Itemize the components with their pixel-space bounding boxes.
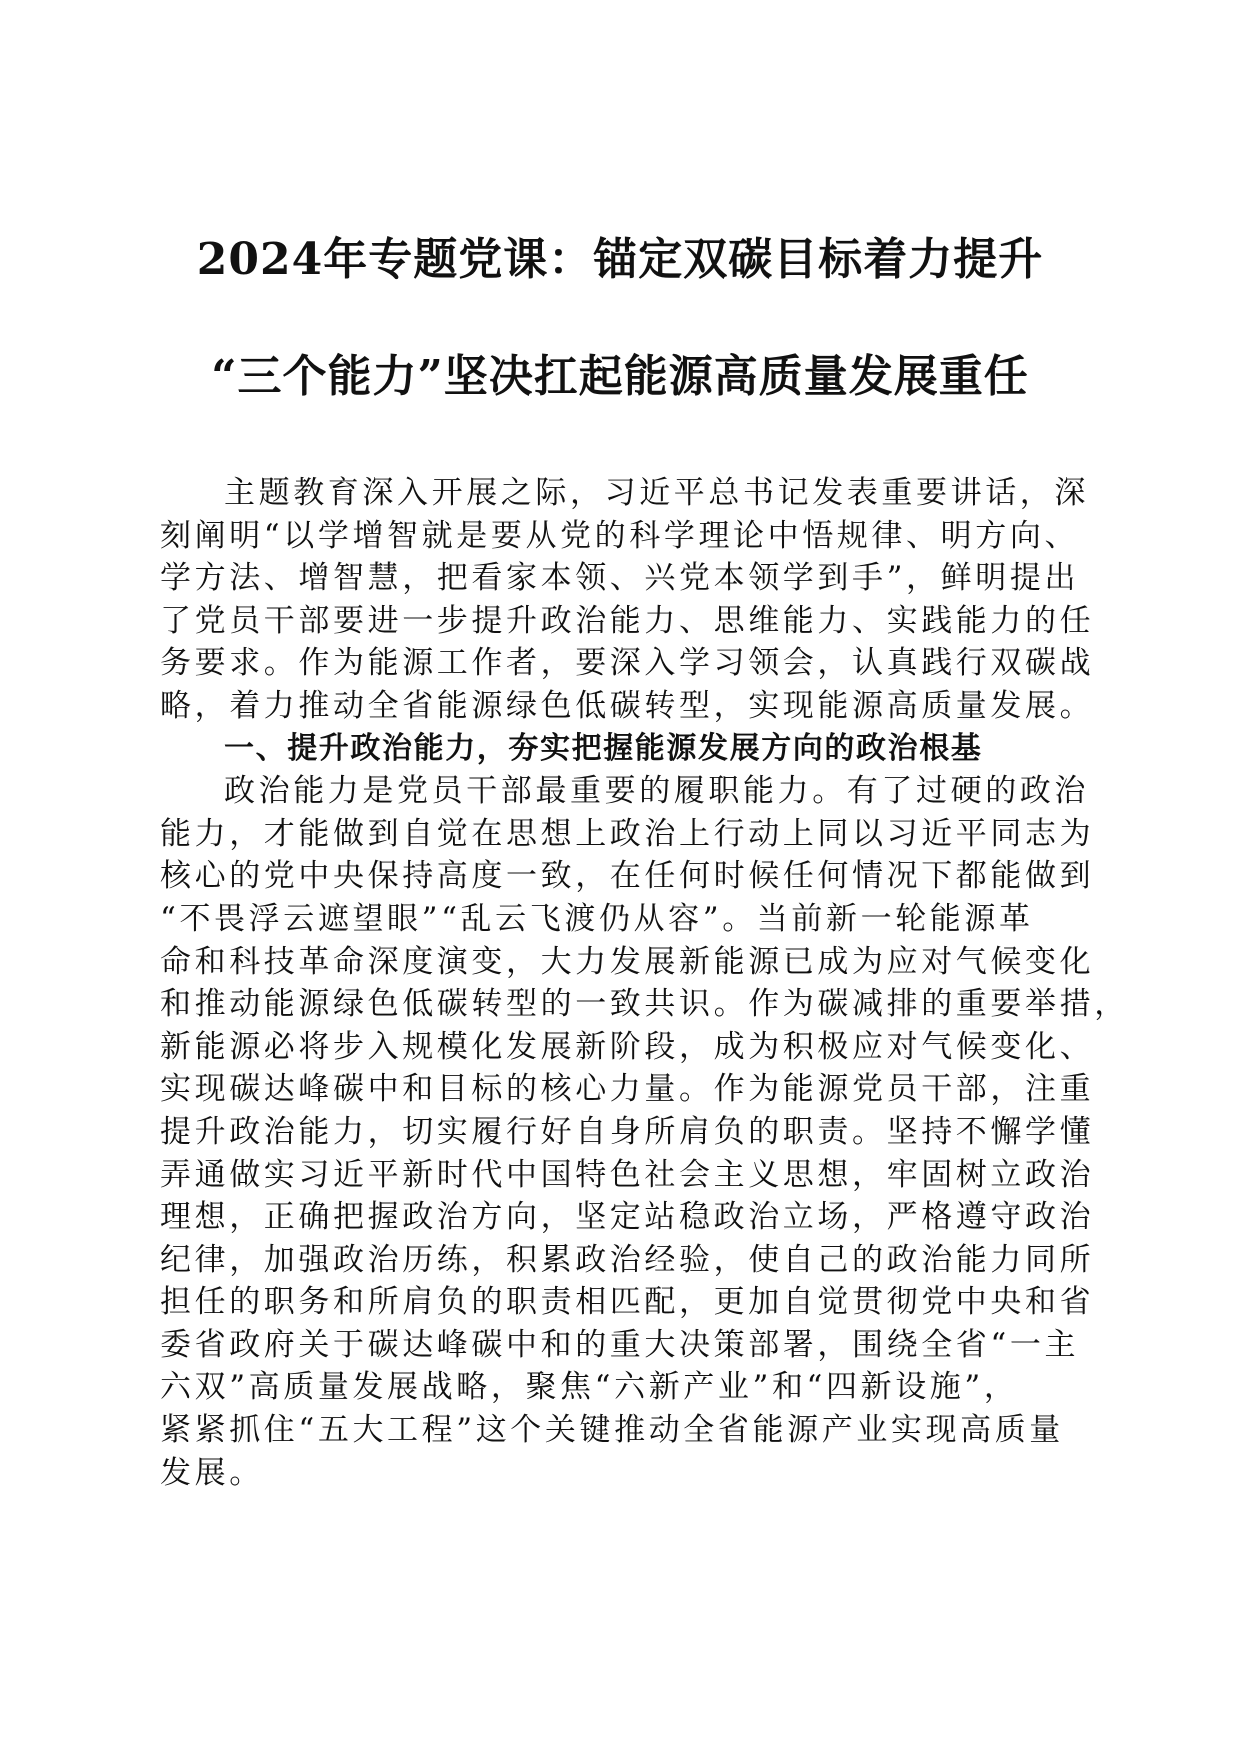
- paragraph-2-line-10: 弄通做实习近平新时代中国特色社会主义思想，牢固树立政治: [160, 1156, 1095, 1193]
- paragraph-1-line-3: 学方法、增智慧，把看家本领、兴党本领学到手”，鲜明提出: [160, 560, 1080, 597]
- section-heading-1: 一、提升政治能力，夯实把握能源发展方向的政治根基: [224, 730, 983, 766]
- paragraph-2-line-14: 委省政府关于碳达峰碳中和的重大决策部署，围绕全省“一主: [160, 1326, 1080, 1363]
- paragraph-1-line-2: 刻阐明“以学增智就是要从党的科学理论中悟规律、明方向、: [160, 517, 1080, 554]
- document-title-line-2: “三个能力”坚决扛起能源高质量发展重任: [211, 351, 1029, 402]
- paragraph-2-line-13: 担任的职务和所肩负的职责相匹配，更加自觉贯彻党中央和省: [160, 1284, 1095, 1321]
- paragraph-2-line-3: 核心的党中央保持高度一致，在任何时候任何情况下都能做到: [160, 858, 1095, 895]
- paragraph-2-line-2: 能力，才能做到自觉在思想上政治上行动上同以习近平同志为: [160, 815, 1095, 852]
- paragraph-1-line-1: 主题教育深入开展之际，习近平总书记发表重要讲话，深: [224, 475, 1089, 511]
- paragraph-2-line-7: 新能源必将步入规模化发展新阶段，成为积极应对气候变化、: [160, 1028, 1095, 1065]
- paragraph-2-line-9: 提升政治能力，切实履行好自身所肩负的职责。坚持不懈学懂: [160, 1113, 1095, 1150]
- paragraph-2-line-12: 纪律，加强政治历练，积累政治经验，使自己的政治能力同所: [160, 1241, 1095, 1278]
- paragraph-2-line-6: 和推动能源绿色低碳转型的一致共识。作为碳减排的重要举措，: [160, 986, 1129, 1023]
- document-body: [160, 472, 1129, 1494]
- paragraph-2-line-4: “不畏浮云遮望眼”“乱云飞渡仍从容”。当前新一轮能源革: [160, 900, 1034, 937]
- paragraph-2-line-5: 命和科技革命深度演变，大力发展新能源已成为应对气候变化: [160, 943, 1095, 980]
- paragraph-1-line-6: 略，着力推动全省能源绿色低碳转型，实现能源高质量发展。: [160, 687, 1095, 724]
- paragraph-2-line-8: 实现碳达峰碳中和目标的核心力量。作为能源党员干部，注重: [160, 1071, 1095, 1108]
- document-title-line-1: 2024年专题党课：锚定双碳目标着力提升: [196, 234, 1044, 285]
- paragraph-2-line-15: 六双”高质量发展战略，聚焦“六新产业”和“四新设施”，: [160, 1369, 1019, 1406]
- paragraph-2-line-11: 理想，正确把握政治方向，坚定站稳政治立场，严格遵守政治: [160, 1199, 1095, 1236]
- paragraph-1-line-4: 了党员干部要进一步提升政治能力、思维能力、实践能力的任: [160, 602, 1095, 639]
- paragraph-2-line-1: 政治能力是党员干部最重要的履职能力。有了过硬的政治: [224, 773, 1089, 810]
- paragraph-2-line-17: 发展。: [160, 1454, 264, 1491]
- paragraph-1-line-5: 务要求。作为能源工作者，要深入学习领会，认真践行双碳战: [160, 645, 1095, 682]
- paragraph-2-line-16: 紧紧抓住“五大工程”这个关键推动全省能源产业实现高质量: [160, 1412, 1064, 1449]
